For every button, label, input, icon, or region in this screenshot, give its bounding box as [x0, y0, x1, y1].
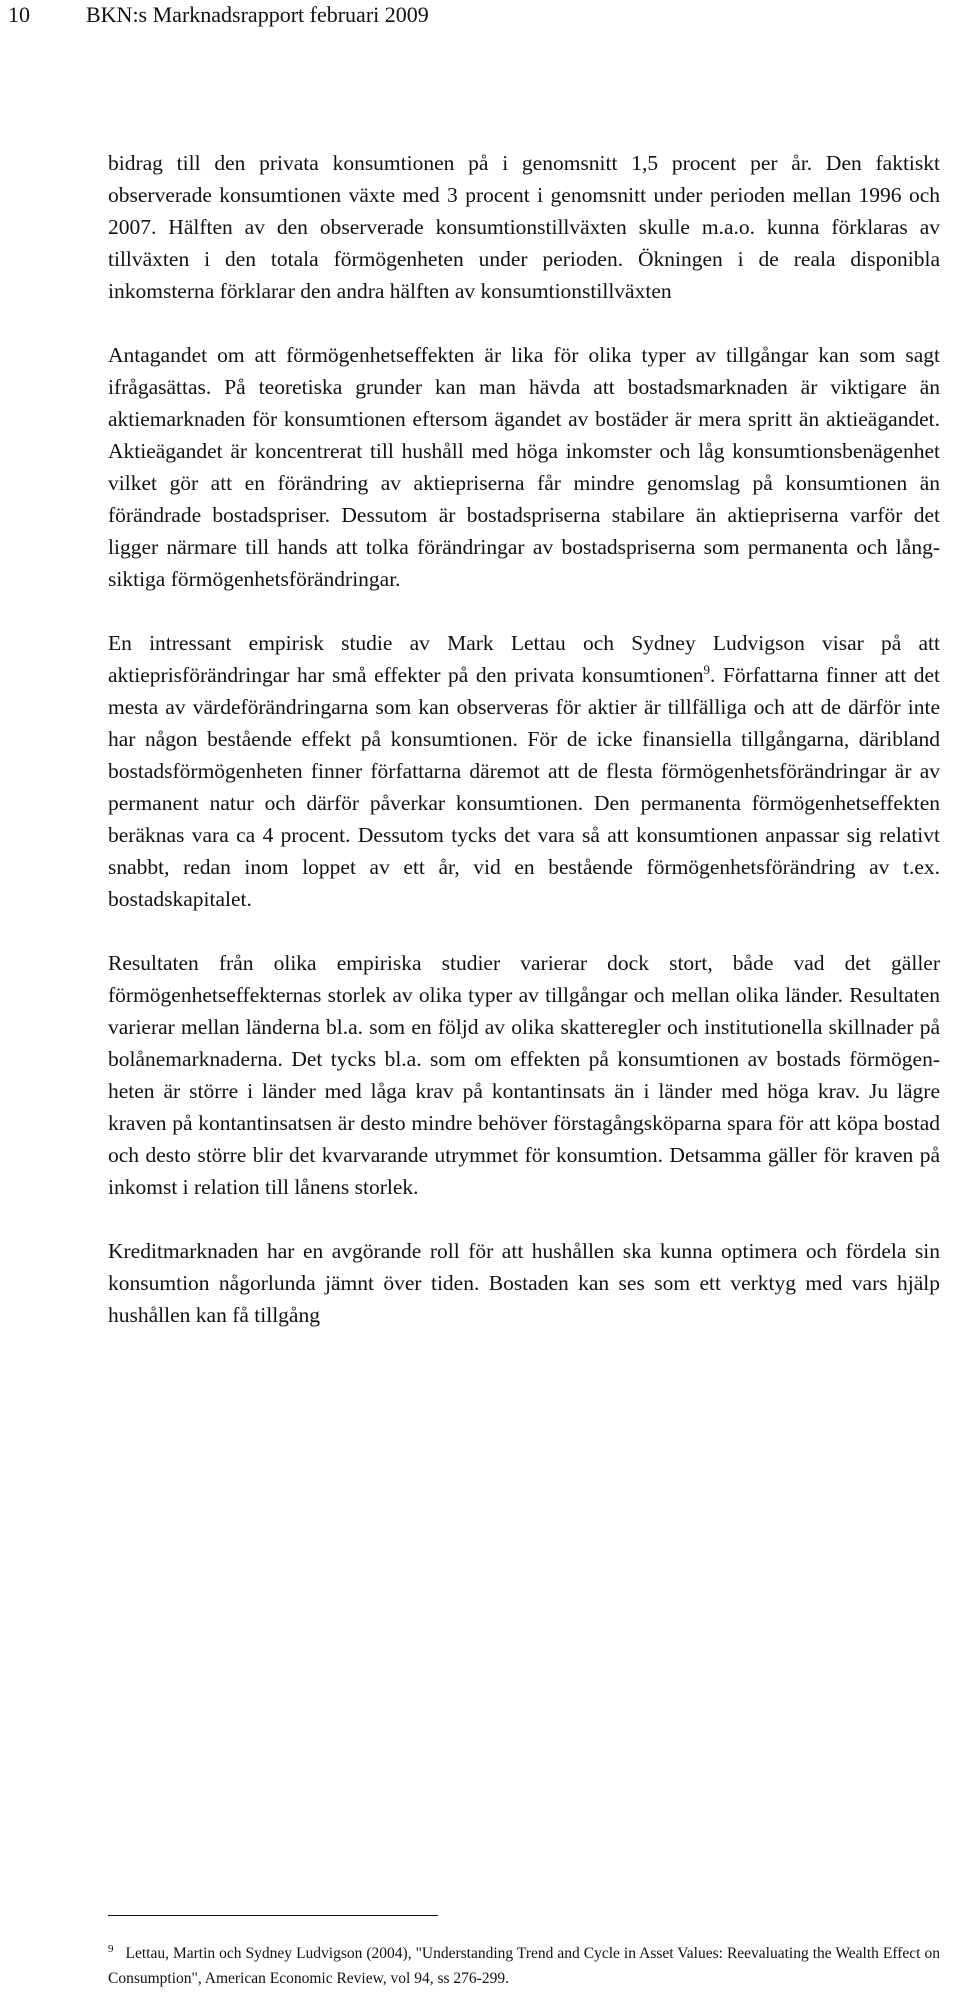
- paragraph-text: En intressant empirisk studie av Mark Lettau och Sydney Ludvigson visar på att aktieprisförändringar har små effekter på den privata konsumtionen: [108, 631, 940, 687]
- paragraph-text: Författarna finner att det mesta av värdeförändringarna som kan observeras för aktier är tillfälliga och att de därför inte har någon bestående effekt på konsumtionen. För de icke finansiella tillgångarna, däribland bostadsförmögenheten finner författarna däremot att de flesta förmögenhetsförändringar är av permanent natur och därför påverkar konsumtionen. Den permanenta förmögenhetseffekten beräknas vara ca 4 procent. Dessutom tycks det vara så att konsumtionen anpassar sig relativt snabbt, redan inom loppet av ett år, vid en bestående förmögenhetsförändring av t.ex. bostadskapitalet.: [108, 663, 941, 911]
- paragraph-text: .: [709, 663, 723, 687]
- page-header: [0, 0, 760, 40]
- footnote-number: 9: [108, 1943, 114, 1955]
- paragraph: bidrag till den privata konsumtionen på i genomsnitt 1,5 procent per år. Den faktiskt observerade konsumtionen växte med 3 procent i genomsnitt under perioden mellan 1996 och 2007. Hälften av den observerade konsumtionstillväxten skulle m.a.o. kunna förklaras av tillväxten i den totala förmögenheten under perioden. Ökningen i de reala disponibla inkomsterna förklarar den andra hälften av konsumtionstillväxten: [108, 151, 940, 303]
- running-title: BKN:s Marknadsrapport februari 2009: [86, 2, 429, 27]
- body-text: [108, 147, 940, 1331]
- paragraph: Kreditmarknaden har en avgörande roll för att hushållen ska kunna optimera och fördela sin konsumtion någorlunda jämnt över tiden. Bostaden kan ses som ett verktyg med vars hjälp hushållen kan få tillgång: [108, 1239, 940, 1327]
- paragraph: Resultaten från olika empiriska studier varierar dock stort, både vad det gäller förmögenhetseffekternas storlek av olika typer av tillgångar och mellan olika länder. Resultaten varierar mellan länderna bl.a. som en följd av olika skatteregler och institutionella skillnader på bolånemarknaderna. Det tycks bl.a. som om effekten på konsumtionen av bostads förmögenheten är större i länder med låga krav på kontantinsats än i länder med höga krav. Ju lägre kraven på kontantinsatsen är desto mindre behöver förstagångsköparna spara för att köpa bostad och desto större blir det kvarvarande utrymmet för konsumtion. Detsamma gäller för kraven på inkomst i relation till lånens storlek.: [108, 951, 940, 1199]
- page-number: 10: [8, 2, 30, 27]
- footnote: [108, 1937, 940, 1991]
- footnote-text: Lettau, Martin och Sydney Ludvigson (2004), "Understanding Trend and Cycle in Asset Values: Reevaluating the Wealth Effect on Consumption", American Economic Review, vol 94, ss 276-299.: [108, 1945, 940, 1987]
- paragraph-with-footnote: [108, 627, 940, 915]
- paragraph: Antagandet om att förmögenhetseffekten är lika för olika typer av tillgångar kan som sagt ifrågasättas. På teoretiska grunder kan man hävda att bostadsmarknaden är viktigare än aktiemarknaden för konsumtionen eftersom ägandet av bostäder är mera spritt än aktieägandet. Aktieägandet är koncentrerat till hushåll med höga inkomster och låg konsumtionsbenägenhet vilket gör att en förändring av aktiepriserna får mindre genomslag på konsumtionen än förändrade bostadspriser. Dessutom är bostadspriserna stabilare än aktiepriserna varför det ligger närmare till hands att tolka förändringar av bostadspriserna som permanenta och långsiktiga förmögenhetsförändringar.: [108, 343, 940, 591]
- footnote-divider: [108, 1915, 438, 1916]
- footnote-reference[interactable]: 9: [703, 662, 710, 677]
